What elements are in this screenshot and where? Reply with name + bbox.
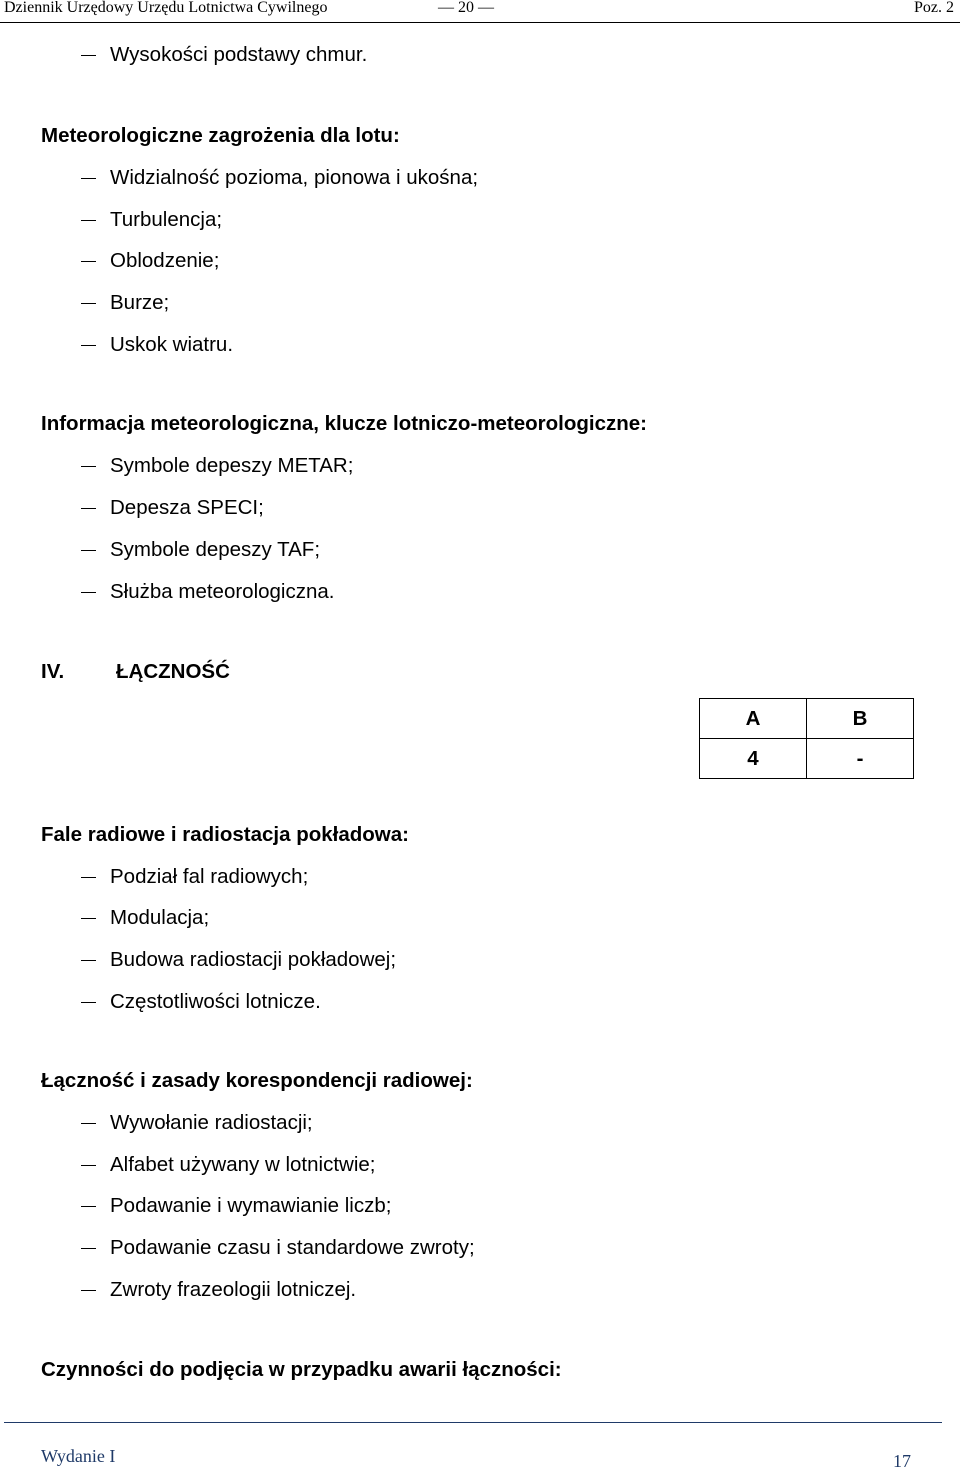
edition-label: Wydanie I	[41, 1446, 116, 1466]
dash-bullet-icon	[81, 550, 96, 551]
dash-bullet-icon	[81, 508, 96, 509]
table-header-cell: B	[807, 699, 914, 739]
page-number: 17	[893, 1451, 911, 1471]
section-number: IV.	[41, 660, 65, 683]
dash-bullet-icon	[81, 303, 96, 304]
position-number: Poz. 2	[914, 0, 954, 16]
journal-title: Dziennik Urzędowy Urzędu Lotnictwa Cywilnego	[4, 0, 328, 16]
table-cell: 4	[700, 739, 807, 779]
dash-bullet-icon	[81, 1248, 96, 1249]
dash-bullet-icon	[81, 178, 96, 179]
dash-bullet-icon	[81, 261, 96, 262]
section-title: ŁĄCZNOŚĆ	[116, 660, 230, 683]
dash-bullet-icon	[81, 345, 96, 346]
heading-radio-waves: Fale radiowe i radiostacja pokładowa:	[41, 823, 409, 846]
dash-bullet-icon	[81, 1165, 96, 1166]
header-divider	[0, 22, 960, 23]
table-row	[700, 699, 914, 739]
dash-bullet-icon	[81, 918, 96, 919]
dash-bullet-icon	[81, 960, 96, 961]
dash-bullet-icon	[81, 220, 96, 221]
dash-bullet-icon	[81, 1002, 96, 1003]
dash-bullet-icon	[81, 877, 96, 878]
footer-divider	[4, 1422, 942, 1423]
table-cell: -	[807, 739, 914, 779]
dash-bullet-icon	[81, 466, 96, 467]
dash-bullet-icon	[81, 1206, 96, 1207]
page-header	[0, 0, 960, 22]
dash-bullet-icon	[81, 55, 96, 56]
page-number-top: — 20 —	[438, 0, 494, 16]
score-table	[699, 698, 914, 779]
dash-bullet-icon	[81, 592, 96, 593]
heading-weather-hazards: Meteorologiczne zagrożenia dla lotu:	[41, 124, 400, 147]
heading-communication-failure: Czynności do podjęcia w przypadku awarii łączności:	[41, 1358, 562, 1381]
table-row	[700, 739, 914, 779]
dash-bullet-icon	[81, 1290, 96, 1291]
table-header-cell: A	[700, 699, 807, 739]
heading-radio-communication: Łączność i zasady korespondencji radiowej:	[41, 1069, 473, 1092]
heading-meteo-information: Informacja meteorologiczna, klucze lotniczo-meteorologiczne:	[41, 412, 647, 435]
dash-bullet-icon	[81, 1123, 96, 1124]
